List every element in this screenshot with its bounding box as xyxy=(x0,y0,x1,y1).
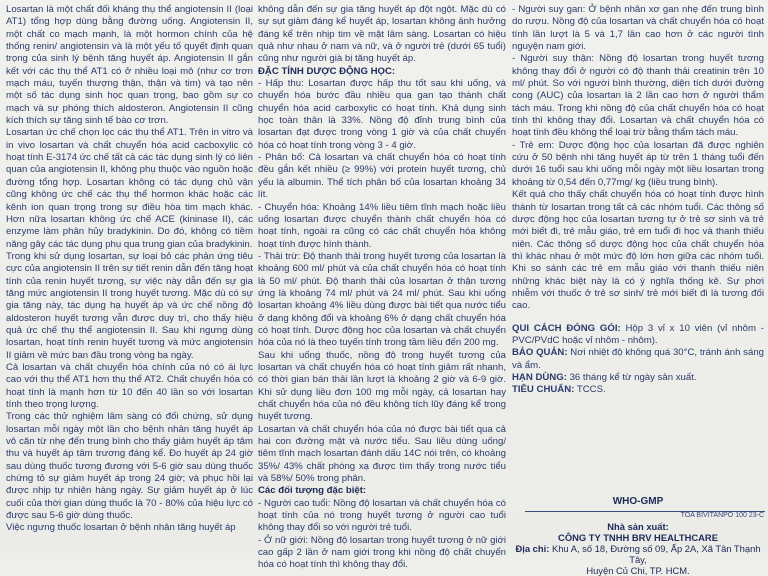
gmp-badge: WHO-GMP xyxy=(612,496,664,507)
address-label: Địa chỉ: xyxy=(515,543,550,554)
product-info xyxy=(512,323,764,397)
pk-elimination: - Thải trừ: Độ thanh thải trong huyết tương của losartan là khoảng 600 ml/ phút và của chất chuyển hóa có hoạt tính là 50 ml/ phút. Độ thanh thải của losartan ở thận tương ứng là khoảng 74 ml/ phút và 24 ml/ phút. Sau khi uống losartan khoảng 4% liều dùng được bài tiết qua nước tiểu ở dạng không đổi và khoảng 6% ở dạng chất chuyển hóa có hoạt tính. Dược động học của losartan và chất chuyển hóa của nó là theo tuyến tính trong tầm liều đến 200 mg. xyxy=(258,250,506,349)
spacer xyxy=(512,313,764,323)
paragraph-renin: Trong khi sử dụng losartan, sự loại bỏ các phản ứng tiêu cực của angiotensin II trên sự tiết renin dẫn đến tăng hoạt tính của renin huyết tương, sự việc này dẫn đến sự gia tăng mức angiotensin II trong huyết tương. Mặc dù có sự gia tăng này, tác dụng hạ huyết áp và ức chế nồng độ aldosteron huyết tương vẫn được duy trì, cho thấy hiệu quả ức chế thụ thể angiotensin II. Sau khi ngưng dùng losartan, hoạt tính renin huyết tương và mức angiotensin II giảm về mức ban đầu trong vòng ba ngày. xyxy=(6,250,253,361)
special-pediatric-results: Kết quả cho thấy chất chuyển hóa có hoạt tính được hình thành từ losartan trong tất cả các nhóm tuổi. Các thông số dược động học của losartan tương tự ở trẻ sơ sinh và trẻ mới biết đi, trẻ mẫu giáo, trẻ em tuổi đi học và thanh thiếu niên. Các thông số dược động học của chất chuyển hóa thì khác nhau ở một mức độ lớn hơn giữa các nhóm tuổi. Khi so sánh các trẻ em mẫu giáo với thanh thiếu niên những khác biệt này là có ý nghĩa thống kê. Sự phơi nhiễm với thuốc ở trẻ sơ sinh/ trẻ mới biết đi là tương đối cao. xyxy=(512,189,764,312)
packaging-label: QUI CÁCH ĐÓNG GÓI: xyxy=(512,322,621,334)
pk-excretion: Losartan và chất chuyển hóa của nó được bài tiết qua cả hai con đường mật và nước tiểu. Sau liều dùng uống/ tiêm tĩnh mạch losartan đánh dấu 14C nói trên, có khoảng 35%/ 43% chất phóng xạ được tìm thấy trong nước tiểu và 58%/ 50% trong phân. xyxy=(258,423,506,485)
paragraph-continuation: không dẫn đến sự gia tăng huyết áp đột ngột. Mặc dù có sự sụt giảm đáng kể huyết áp, losartan không ảnh hưởng đáng kể trên nhịp tim về mặt lâm sàng. Losartan có hiệu quả như nhau ở nam và nữ, và ở người trẻ (dưới 65 tuổi) cũng như người già bị tăng huyết áp. xyxy=(258,4,506,65)
standard-line xyxy=(512,384,764,396)
manufacturer-address xyxy=(512,543,764,565)
special-hepatic: - Người suy gan: Ở bệnh nhân xơ gan nhẹ đến trung bình do rượu. Nồng độ của losartan và chất chuyển hóa có hoạt tính lần lượt là 5 và 1,7 lần cao hơn ở các người tình nguyện nam giới. xyxy=(512,4,764,53)
special-pediatric: - Trẻ em: Dược động học của losartan đã được nghiên cứu ở 50 bệnh nhi tăng huyết áp từ trên 1 tháng tuổi đến dưới 16 tuổi sau khi uống mỗi ngày một liều losartan trong khoảng từ 0,54 đến 0,77mg/ kg (liều trung bình). xyxy=(512,139,764,188)
pk-absorption: - Hấp thu: Losartan được hấp thu tốt sau khi uống, và chuyển hóa bước đầu nhiều qua gan tạo thành chất chuyển hóa acid carboxylic có hoạt tính. Khả dụng sinh học toàn thân là 33%. Nồng độ đỉnh trung bình của losartan đạt được trong vòng 1 giờ và của chất chuyển hóa có hoạt tính trong vòng 3 - 4 giờ. xyxy=(258,78,506,151)
packaging-line xyxy=(512,323,764,348)
manufacturer-label: Nhà sản xuất: xyxy=(607,521,669,532)
special-renal: - Người suy thận: Nồng độ losartan trong huyết tương không thay đổi ở người có độ thanh thải creatinin trên 10 ml/ phút. So với người bình thường, diện tích dưới đường cong (AUC) của losartan là 2 lần cao hơn ở người thẩm tách máu. Trong khi nồng độ của chất chuyển hóa có hoạt tính thì không thay đổi. Losartan và chất chuyển hóa có hoạt tính đều không thể loại trừ bằng thẩm tách máu. xyxy=(512,53,764,139)
column-middle xyxy=(258,4,506,572)
storage-text: Nơi nhiệt độ không quá 30°C, tránh ánh sáng và ẩm. xyxy=(512,347,764,371)
standard-label: TIÊU CHUẨN: xyxy=(512,384,575,396)
shelf-life-text: 36 tháng kể từ ngày sản xuất. xyxy=(566,371,697,383)
special-female: - Ở nữ giới: Nồng độ losartan trong huyết tương ở nữ giới cao gấp 2 lần ở nam giới trong khi nồng độ chất chuyển hóa có hoạt tính thì không thay đổi. xyxy=(258,534,506,571)
standard-text: TCCS. xyxy=(574,384,606,396)
document-code: TOA BIVITANPO 100 23-C xyxy=(680,512,764,519)
manufacturer-name: CÔNG TY TNHH BRV HEALTHCARE xyxy=(558,532,718,543)
shelf-life-label: HẠN DÙNG: xyxy=(512,371,567,383)
section-heading-pharmacokinetics: ĐẶC TÍNH DƯỢC ĐỘNG HỌC: xyxy=(258,65,396,77)
pk-half-life: Sau khi uống thuốc, nồng độ trong huyết tương của losartan và chất chuyển hóa có hoạt tính giảm rất nhanh, có thời gian bán thải lần lượt là khoảng 2 giờ và 6-9 giờ. Khi sử dụng liều đơn 100 mg mỗi ngày, cả losartan hay chất chuyển hóa của nó đều không tích lũy đáng kể trong huyết tương. xyxy=(258,349,506,423)
storage-line xyxy=(512,347,764,372)
paragraph-selectivity: Losartan ức chế chọn lọc các thụ thể AT1. Trên in vitro và in vivo losartan và chất chuyển hóa acid cacboxylic có hoạt tính E-3174 ức chế tất cả các tác dụng sinh lý có liên quan của angiotensin II, không phụ thuộc vào nguồn hoặc đường tổng hợp. Losartan không có tác dụng chủ vận cũng không ức chế các thụ thể hormon khác hoặc các kênh ion quan trọng trong sự điều hòa tim mạch khác. Hơn nữa losartan không ức chế ACE (kininase II), các enzyme làm phân hủy bradykinin. Do đó, không có tiềm năng gây các tác dụng phụ qua trung gian của bradykinin. xyxy=(6,127,253,250)
pk-distribution: - Phân bố: Cả losartan và chất chuyển hóa có hoạt tính đều gắn kết nhiều (≥ 99%) với protein huyết tương, chủ yếu là albumin. Thể tích phân bố của losartan khoảng 34 lít. xyxy=(258,152,506,201)
section-heading-special-populations: Các đối tượng đặc biệt: xyxy=(258,485,367,497)
paragraph-discontinuation: Việc ngưng thuốc losartan ở bệnh nhân tăng huyết áp xyxy=(6,522,236,534)
column-right xyxy=(512,4,764,397)
paragraph-mechanism: Losartan là một chất đối kháng thụ thể angiotensin II (loại AT1) tổng hợp dùng bằng đường uống. Angiotensin II, một chất co mạch mạnh, là một hormon chính của hệ thống renin/ angiotensin và là một yếu tố quyết định quan trọng của sinh lý bệnh tăng huyết áp. Angiotensin II gắn kết với các thụ thể AT1 có ở nhiều loại mô (như cơ trơn mạch máu, tuyến thượng thận, thận và tim) và tạo nên một số tác dụng sinh học quan trọng, bao gồm sự co mạch và sự phóng thích aldosteron. Angiotensin II cũng kích thích sự tăng sinh tế bào cơ trơn. xyxy=(6,4,253,127)
pk-metabolism: - Chuyển hóa: Khoảng 14% liều tiêm tĩnh mạch hoặc liều uống losartan được chuyển thành chất chuyển hóa có hoạt tính, ngoài ra cũng có các chất chuyển hóa không hoạt tính được hình thành. xyxy=(258,201,506,250)
address-line-1: Khu A, số 18, Đường số 09, Ấp 2A, Xã Tân Thạnh Tây, xyxy=(549,543,761,565)
packaging-text: Hộp 3 vỉ x 10 viên (vỉ nhôm - PVC/PVdC hoặc vỉ nhôm - nhôm). xyxy=(512,322,764,346)
storage-label: BẢO QUẢN: xyxy=(512,347,568,359)
address-line-2: Huyện Củ Chi, TP. HCM. xyxy=(586,565,690,576)
shelf-life-line xyxy=(512,372,764,384)
column-left xyxy=(6,4,253,535)
special-elderly: - Người cao tuổi: Nồng độ losartan và chất chuyển hóa có hoạt tính của nó trong huyết tương ở người cao tuổi không thay đổi so với người trẻ tuổi. xyxy=(258,497,506,534)
paragraph-clinical-trials: Trong các thử nghiệm lâm sàng có đối chứng, sử dụng losartan mỗi ngày một lần cho bệnh nhân tăng huyết áp vô căn từ nhẹ đến trung bình cho thấy giảm huyết áp tâm thu và huyết áp tâm trương đáng kể. Đo huyết áp 24 giờ sau dùng thuốc tương đương với 5-6 giờ sau dùng thuốc chứng tỏ sự giảm huyết áp trong 24 giờ; và phục hồi lại được nhịp tự nhiên hàng ngày. Sự giảm huyết áp ở lúc cuối của thời gian dùng thuốc là 70 - 80% của hiệu lực có được sau 5-6 giờ dùng thuốc. xyxy=(6,411,253,522)
manufacturer-block xyxy=(512,521,764,576)
paragraph-affinity: Cả losartan và chất chuyển hóa chính của nó có ái lực cao với thụ thể AT1 hơn thụ thể AT2. Chất chuyển hóa có hoạt tính là mạnh hơn từ 10 đến 40 lần so với losartan tính theo trọng lượng. xyxy=(6,361,253,410)
